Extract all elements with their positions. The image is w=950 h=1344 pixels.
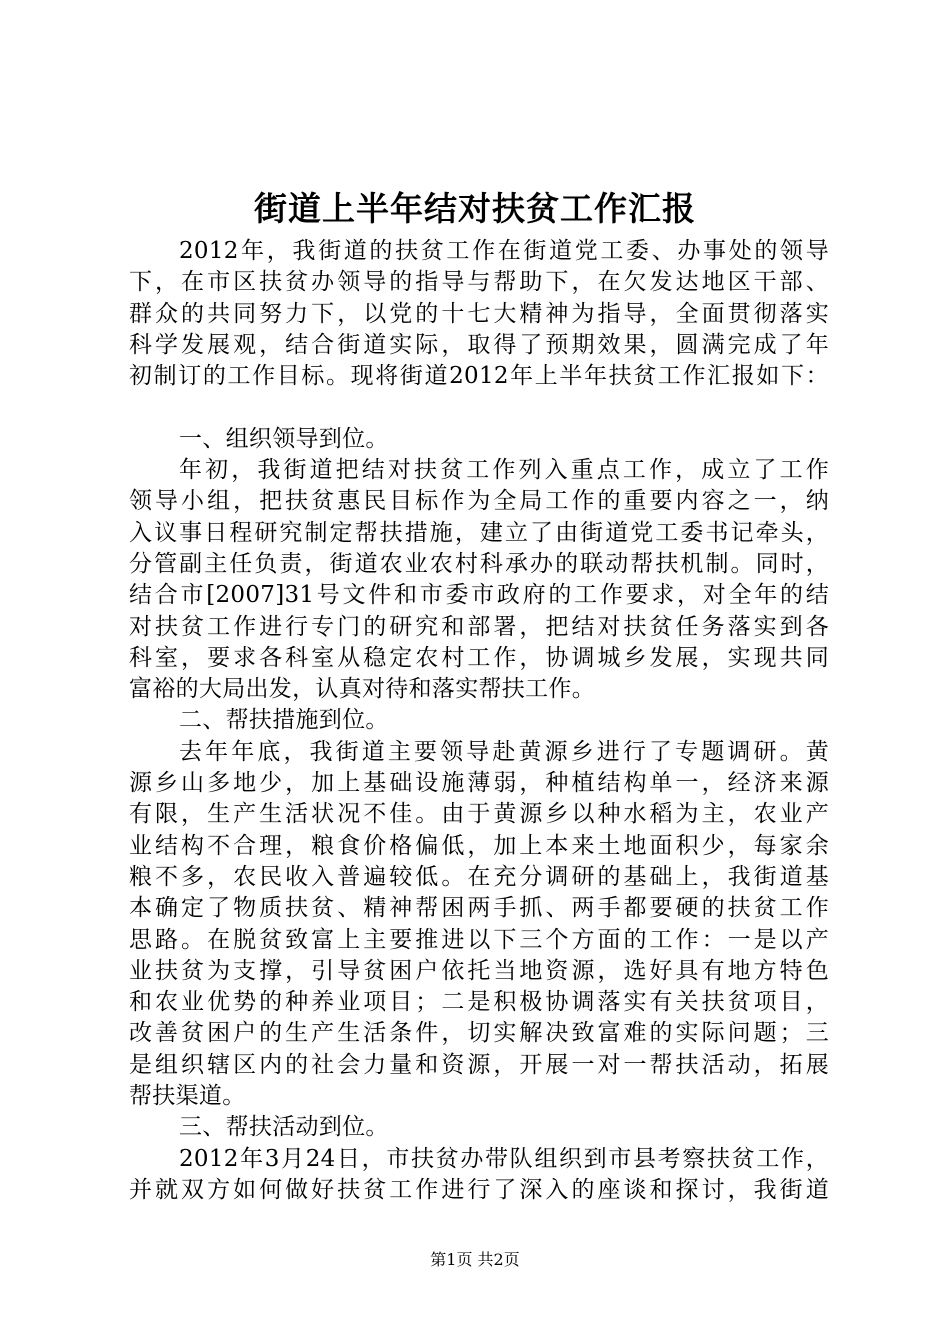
paragraph-line: 年初，我街道把结对扶贫工作列入重点工作，成立了工作 bbox=[179, 457, 829, 484]
paragraph-line: 下，在市区扶贫办领导的指导与帮助下，在欠发达地区干部、 bbox=[129, 269, 829, 296]
paragraph-line: 有限，生产生活状况不佳。由于黄源乡以种水稻为主，农业产 bbox=[129, 801, 829, 828]
paragraph-line: 帮扶渠道。 bbox=[129, 1083, 246, 1110]
paragraph-line: 思路。在脱贫致富上主要推进以下三个方面的工作：一是以产 bbox=[129, 926, 829, 953]
document-title: 街道上半年结对扶贫工作汇报 bbox=[254, 189, 696, 228]
paragraph-line: 2012年，我街道的扶贫工作在街道党工委、办事处的领导 bbox=[179, 238, 829, 264]
document-body bbox=[129, 236, 829, 1206]
paragraph-line: 源乡山多地少，加上基础设施薄弱，种植结构单一，经济来源 bbox=[129, 770, 829, 797]
paragraph-line: 业扶贫为支撑，引导贫困户依托当地资源，选好具有地方特色 bbox=[129, 957, 829, 984]
paragraph-line: 入议事日程研究制定帮扶措施，建立了由街道党工委书记牵头， bbox=[129, 519, 829, 546]
paragraph-line: 分管副主任负责，街道农业农村科承办的联动帮扶机制。同时， bbox=[129, 550, 829, 577]
paragraph-line: 改善贫困户的生产生活条件，切实解决致富难的实际问题；三 bbox=[129, 1020, 829, 1047]
paragraph-line: 科室，要求各科室从稳定农村工作，协调城乡发展，实现共同 bbox=[129, 644, 829, 671]
paragraph-line: 科学发展观，结合街道实际，取得了预期效果，圆满完成了年 bbox=[129, 331, 829, 358]
paragraph-line: 富裕的大局出发，认真对待和落实帮扶工作。 bbox=[129, 676, 595, 703]
paragraph-line: 初制订的工作目标。现将街道2012年上半年扶贫工作汇报如下： bbox=[129, 363, 829, 390]
paragraph-line: 结合市[2007]31号文件和市委市政府的工作要求，对全年的结 bbox=[129, 582, 829, 609]
paragraph-line: 对扶贫工作进行专门的研究和部署，把结对扶贫任务落实到各 bbox=[129, 613, 829, 640]
paragraph-line: 粮不多，农民收入普遍较低。在充分调研的基础上，我街道基 bbox=[129, 863, 829, 890]
paragraph-line: 是组织辖区内的社会力量和资源，开展一对一帮扶活动，拓展 bbox=[129, 1051, 829, 1078]
section-heading: 一、组织领导到位。 bbox=[179, 425, 389, 452]
paragraph-line: 和农业优势的种养业项目；二是积极协调落实有关扶贫项目， bbox=[129, 989, 829, 1016]
paragraph-line: 去年年底，我街道主要领导赴黄源乡进行了专题调研。黄 bbox=[179, 738, 829, 765]
paragraph-line: 并就双方如何做好扶贫工作进行了深入的座谈和探讨，我街道 bbox=[129, 1176, 829, 1203]
section-heading: 三、帮扶活动到位。 bbox=[179, 1114, 389, 1141]
paragraph-line: 领导小组，把扶贫惠民目标作为全局工作的重要内容之一，纳 bbox=[129, 488, 829, 515]
blank-line bbox=[129, 392, 829, 423]
paragraph-line: 本确定了物质扶贫、精神帮困两手抓、两手都要硬的扶贫工作 bbox=[129, 895, 829, 922]
paragraph-line: 2012年3月24日，市扶贫办带队组织到市县考察扶贫工作， bbox=[179, 1145, 829, 1172]
section-heading: 二、帮扶措施到位。 bbox=[179, 707, 389, 734]
paragraph-line: 群众的共同努力下，以党的十七大精神为指导，全面贯彻落实 bbox=[129, 300, 829, 327]
paragraph-line: 业结构不合理，粮食价格偏低，加上本来土地面积少，每家余 bbox=[129, 832, 829, 859]
page-number-footer: 第1页 共2页 bbox=[430, 1250, 520, 1269]
